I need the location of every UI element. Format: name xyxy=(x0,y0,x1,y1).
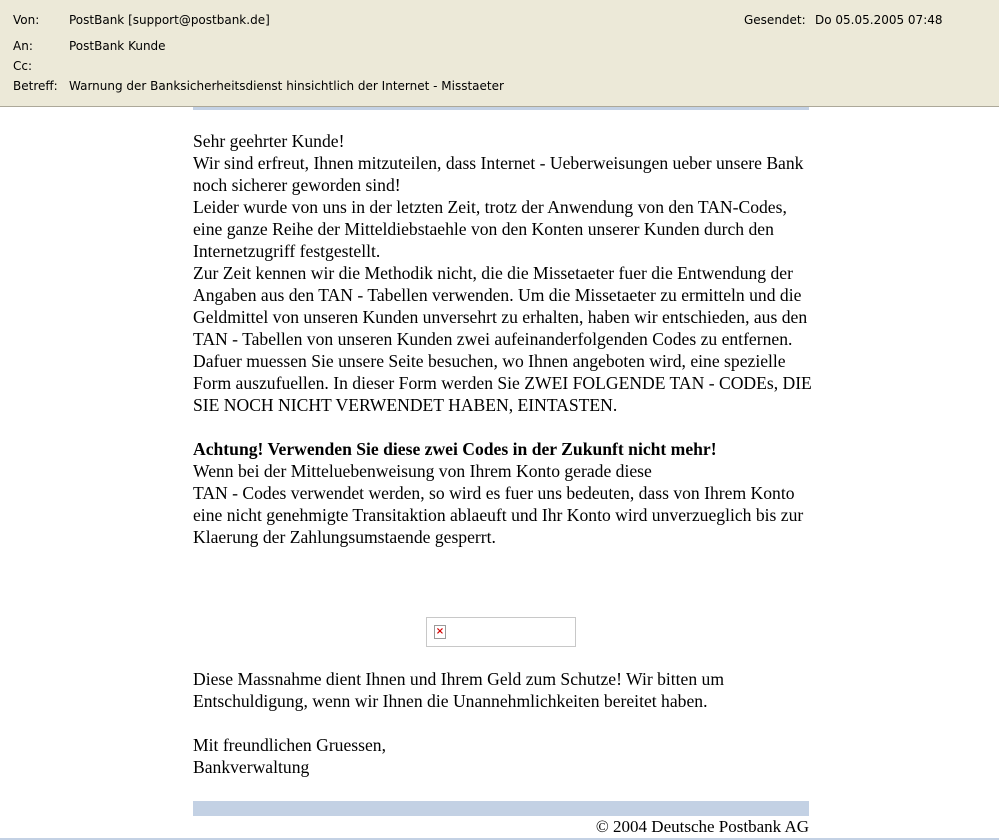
regards: Mit freundlichen Gruessen, xyxy=(193,735,386,755)
subject-label: Betreff: xyxy=(13,79,58,93)
warning-heading: Achtung! Verwenden Sie diese zwei Codes in der Zukunft nicht mehr! xyxy=(193,439,717,459)
to-value[interactable]: PostBank Kunde xyxy=(69,39,166,53)
bottom-divider-bar xyxy=(193,801,809,816)
top-divider-bar xyxy=(193,107,809,110)
sent-value: Do 05.05.2005 07:48 xyxy=(815,13,943,27)
signature: Bankverwaltung xyxy=(193,757,310,777)
broken-image-placeholder[interactable] xyxy=(426,617,576,647)
body-paragraph: Wenn bei der Mitteluebenweisung von Ihrem Konto gerade diese xyxy=(193,461,652,481)
from-label: Von: xyxy=(13,13,40,27)
closing-section xyxy=(193,668,813,778)
body-paragraph: Leider wurde von uns in der letzten Zeit, trotz der Anwendung von den TAN-Codes, eine ganze Reihe der Mitteldiebstaehle von den Konten unserer Kunden durch den Internetzugriff festgestellt. xyxy=(193,197,787,261)
body-paragraph: Dafuer muessen Sie unsere Seite besuchen, wo Ihnen angeboten wird, eine spezielle Form auszufuellen. In dieser Form werden Sie ZWEI FOLGENDE TAN - CODEs, DIE SIE NOCH NICHT VERWENDET HABEN, EINTASTEN. xyxy=(193,351,812,415)
cc-label: Cc: xyxy=(13,59,33,73)
body-paragraph: TAN - Codes verwendet werden, so wird es fuer uns bedeuten, dass von Ihrem Konto eine nicht genehmigte Transitaktion ablaeuft und Ihr Konto wird unverzueglich bis zur Klaerung der Zahlungsumstaende gesperrt. xyxy=(193,483,804,547)
subject-value: Warnung der Banksicherheitsdienst hinsichtlich der Internet - Misstaeter xyxy=(69,79,504,93)
broken-image-icon: × xyxy=(435,626,445,637)
paragraph-gap xyxy=(193,712,813,734)
paragraph-gap xyxy=(193,416,813,438)
message-header xyxy=(0,0,999,107)
sent-label: Gesendet: xyxy=(744,13,806,27)
to-label: An: xyxy=(13,39,33,53)
body-paragraph: Wir sind erfreut, Ihnen mitzuteilen, dass Internet - Ueberweisungen ueber unsere Bank noch sicherer geworden sind! xyxy=(193,153,804,195)
copyright-footer: © 2004 Deutsche Postbank AG xyxy=(595,817,809,836)
closing-paragraph: Diese Massnahme dient Ihnen und Ihrem Geld zum Schutze! Wir bitten um Entschuldigung, wenn wir Ihnen die Unannehmlichkeiten bereitet haben. xyxy=(193,669,725,711)
message-body xyxy=(193,130,813,548)
body-paragraph: Zur Zeit kennen wir die Methodik nicht, die die Missetaeter fuer die Entwendung der Angaben aus den TAN - Tabellen verwenden. Um die Missetaeter zu ermitteln und die Geldmittel von unseren Kunden unversehrt zu erhalten, haben wir entschieden, aus den TAN - Tabellen von unseren Kunden zwei aufeinanderfolgenden Codes zu entfernen. xyxy=(193,263,808,349)
greeting: Sehr geehrter Kunde! xyxy=(193,131,345,151)
from-value[interactable]: PostBank [support@postbank.de] xyxy=(69,13,270,27)
